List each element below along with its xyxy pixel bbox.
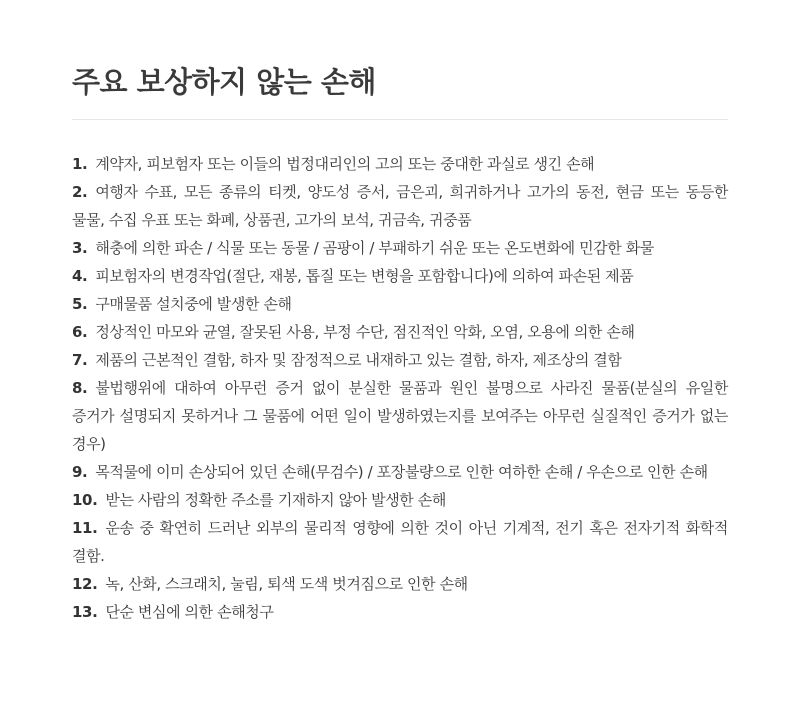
item-text: 불법행위에 대하여 아무런 증거 없이 분실한 물품과 원인 불명으로 사라진 물품(분실의 유일한 증거가 설명되지 못하거나 그 물품에 어떤 일이 발생하였는지를 보여주는 아무런 실질적인 증거가 없는 경우) — [72, 379, 728, 453]
item-text: 목적물에 이미 손상되어 있던 손해(무검수) / 포장불량으로 인한 여하한 손해 / 우손으로 인한 손해 — [95, 463, 708, 481]
item-number: 5. — [72, 295, 88, 313]
list-item — [72, 150, 728, 178]
item-number: 7. — [72, 351, 88, 369]
title-divider — [72, 119, 728, 120]
item-text: 제품의 근본적인 결함, 하자 및 잠정적으로 내재하고 있는 결함, 하자, 제조상의 결함 — [95, 351, 622, 369]
item-number: 13. — [72, 603, 98, 621]
item-text: 운송 중 확연히 드러난 외부의 물리적 영향에 의한 것이 아닌 기계적, 전기 혹은 전자기적 화학적 결함. — [72, 519, 728, 565]
item-text: 녹, 산화, 스크래치, 눌림, 퇴색 도색 벗겨짐으로 인한 손해 — [105, 575, 468, 593]
list-item — [72, 570, 728, 598]
item-number: 4. — [72, 267, 88, 285]
item-number: 9. — [72, 463, 88, 481]
item-text: 구매물품 설치중에 발생한 손해 — [95, 295, 292, 313]
item-text: 피보험자의 변경작업(절단, 재봉, 톱질 또는 변형을 포함합니다)에 의하여 파손된 제품 — [95, 267, 634, 285]
item-number: 10. — [72, 491, 98, 509]
item-number: 8. — [72, 379, 88, 397]
item-number: 2. — [72, 183, 88, 201]
item-text: 해충에 의한 파손 / 식물 또는 동물 / 곰팡이 / 부패하기 쉬운 또는 온도변화에 민감한 화물 — [95, 239, 654, 257]
list-item — [72, 262, 728, 290]
item-number: 3. — [72, 239, 88, 257]
list-item — [72, 486, 728, 514]
item-text: 정상적인 마모와 균열, 잘못된 사용, 부정 수단, 점진적인 악화, 오염, 오용에 의한 손해 — [95, 323, 635, 341]
list-item — [72, 374, 728, 458]
item-text: 받는 사람의 정확한 주소를 기재하지 않아 발생한 손해 — [105, 491, 446, 509]
item-number: 1. — [72, 155, 88, 173]
item-text: 단순 변심에 의한 손해청구 — [105, 603, 274, 621]
item-text: 여행자 수표, 모든 종류의 티켓, 양도성 증서, 금은괴, 희귀하거나 고가의 동전, 현금 또는 동등한 물물, 수집 우표 또는 화폐, 상품권, 고가의 보석, 귀금속, 귀중품 — [72, 183, 728, 229]
list-item — [72, 290, 728, 318]
list-item — [72, 346, 728, 374]
list-item — [72, 514, 728, 570]
list-item — [72, 598, 728, 626]
item-number: 11. — [72, 519, 98, 537]
list-item — [72, 458, 728, 486]
page-title: 주요 보상하지 않는 손해 — [72, 65, 376, 99]
list-item — [72, 318, 728, 346]
item-text: 계약자, 피보험자 또는 이들의 법정대리인의 고의 또는 중대한 과실로 생긴 손해 — [95, 155, 595, 173]
item-number: 6. — [72, 323, 88, 341]
exclusion-list — [72, 150, 728, 626]
item-number: 12. — [72, 575, 98, 593]
list-item — [72, 234, 728, 262]
list-item — [72, 178, 728, 234]
